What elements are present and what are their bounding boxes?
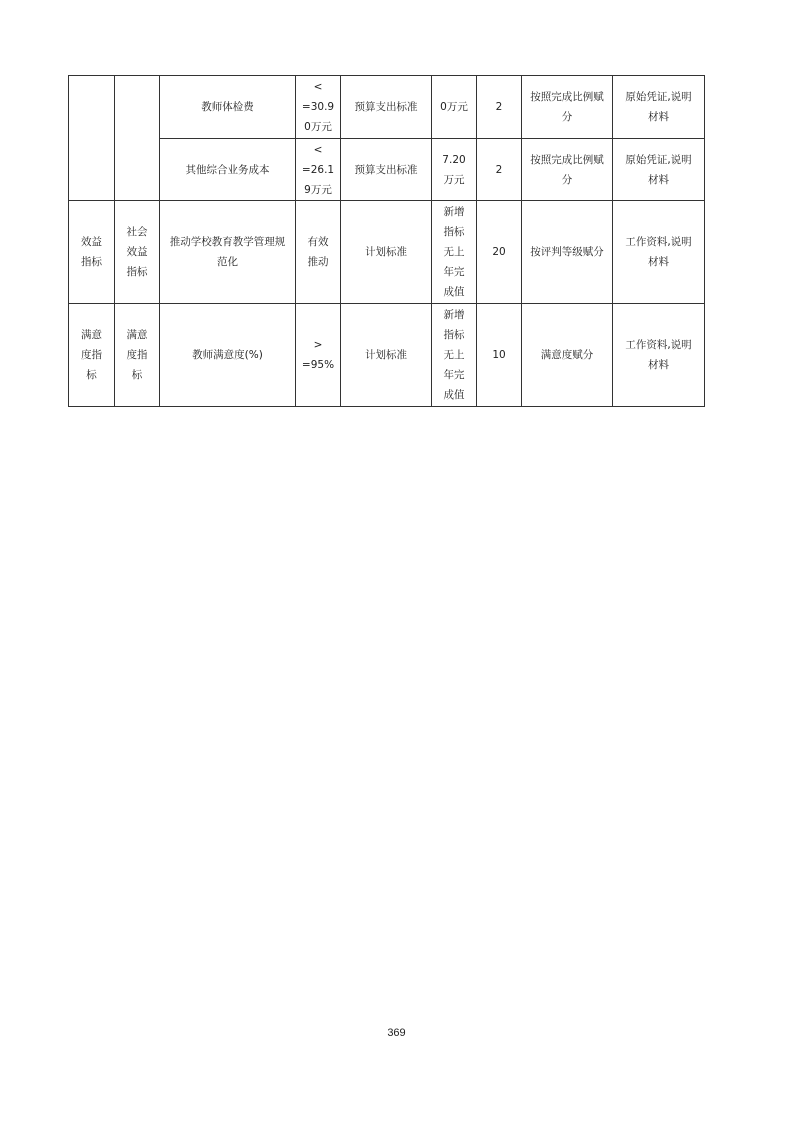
subcategory-cell [115, 76, 160, 201]
indicator-cell: 教师体检费 [160, 76, 296, 139]
evidence-cell: 工作资料,说明 材料 [613, 201, 705, 304]
target-value-cell: 有效 推动 [296, 201, 341, 304]
target-value-cell: < =30.9 0万元 [296, 76, 341, 139]
evidence-cell: 原始凭证,说明 材料 [613, 76, 705, 139]
subcategory-cell: 社会 效益 指标 [115, 201, 160, 304]
table-row [69, 76, 705, 139]
weight-cell: 2 [477, 139, 522, 201]
table-row [69, 304, 705, 407]
category-cell: 效益 指标 [69, 201, 115, 304]
previous-value-cell: 7.20 万元 [432, 139, 477, 201]
target-value-cell: > =95% [296, 304, 341, 407]
evidence-cell: 工作资料,说明 材料 [613, 304, 705, 407]
category-cell [69, 76, 115, 201]
page-number: 369 [387, 1027, 406, 1039]
indicator-cell: 推动学校教育教学管理规 范化 [160, 201, 296, 304]
weight-cell: 10 [477, 304, 522, 407]
indicator-cell: 教师满意度(%) [160, 304, 296, 407]
standard-cell: 预算支出标准 [341, 139, 432, 201]
standard-cell: 预算支出标准 [341, 76, 432, 139]
category-cell: 满意 度指 标 [69, 304, 115, 407]
table-row [69, 139, 705, 201]
weight-cell: 2 [477, 76, 522, 139]
target-value-cell: < =26.1 9万元 [296, 139, 341, 201]
scoring-method-cell: 按照完成比例赋 分 [522, 76, 613, 139]
scoring-method-cell: 按照完成比例赋 分 [522, 139, 613, 201]
indicator-cell: 其他综合业务成本 [160, 139, 296, 201]
standard-cell: 计划标准 [341, 201, 432, 304]
subcategory-cell: 满意 度指 标 [115, 304, 160, 407]
evidence-cell: 原始凭证,说明 材料 [613, 139, 705, 201]
previous-value-cell: 新增 指标 无上 年完 成值 [432, 201, 477, 304]
previous-value-cell: 0万元 [432, 76, 477, 139]
previous-value-cell: 新增 指标 无上 年完 成值 [432, 304, 477, 407]
scoring-method-cell: 按评判等级赋分 [522, 201, 613, 304]
table-row [69, 201, 705, 304]
performance-indicator-table [68, 75, 705, 407]
standard-cell: 计划标准 [341, 304, 432, 407]
scoring-method-cell: 满意度赋分 [522, 304, 613, 407]
weight-cell: 20 [477, 201, 522, 304]
